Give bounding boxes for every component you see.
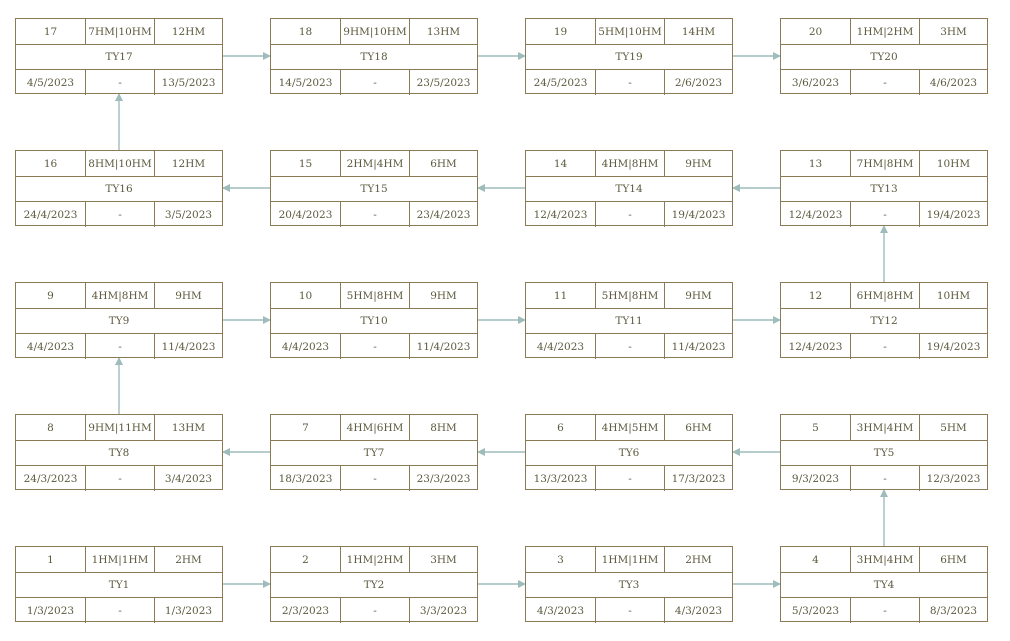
task-slack: - [85, 598, 155, 623]
task-start-date: 12/4/2023 [788, 340, 843, 353]
task-duration: 12HM [171, 157, 206, 170]
task-slack: - [595, 334, 665, 359]
task-number: 13 [808, 157, 823, 170]
task-end-date: 2/6/2023 [674, 76, 723, 89]
task-duration: 3HM [940, 25, 967, 38]
task-end-date: 11/4/2023 [416, 340, 471, 353]
task-end-date: 11/4/2023 [161, 340, 216, 353]
task-start-date: 5/3/2023 [791, 604, 840, 617]
task-slack: - [595, 70, 665, 95]
task-name: TY3 [618, 579, 640, 591]
task-node[interactable] [15, 18, 223, 94]
task-name: TY6 [618, 447, 640, 459]
task-end-date: 13/5/2023 [161, 76, 216, 89]
task-duration: 13HM [171, 421, 206, 434]
task-node[interactable] [780, 18, 988, 94]
task-number: 12 [808, 289, 823, 302]
task-duration: 14HM [681, 25, 716, 38]
task-start-date: 4/5/2023 [26, 76, 75, 89]
task-end-date: 12/3/2023 [926, 472, 981, 485]
task-start-date: 24/3/2023 [23, 472, 78, 485]
task-slack: - [850, 202, 920, 227]
task-name: TY5 [873, 447, 895, 459]
task-name: TY16 [105, 183, 133, 195]
task-number: 3 [557, 553, 564, 566]
task-end-date: 11/4/2023 [671, 340, 726, 353]
task-duration: 2HM [685, 553, 712, 566]
task-end-date: 1/3/2023 [164, 604, 213, 617]
task-end-date: 19/4/2023 [671, 208, 726, 221]
task-duration: 9HM [175, 289, 202, 302]
task-name: TY18 [360, 51, 388, 63]
task-duration: 8HM [430, 421, 457, 434]
task-slack: - [850, 70, 920, 95]
task-name: TY7 [363, 447, 385, 459]
task-name: TY17 [105, 51, 133, 63]
task-node[interactable] [270, 282, 478, 358]
task-node[interactable] [15, 414, 223, 490]
task-slack: - [595, 598, 665, 623]
task-duration: 6HM [430, 157, 457, 170]
task-end-date: 8/3/2023 [929, 604, 978, 617]
task-duration: 13HM [426, 25, 461, 38]
task-range: 4HM|5HM [595, 415, 665, 440]
task-range: 5HM|8HM [340, 283, 410, 308]
task-slack: - [340, 598, 410, 623]
task-range: 1HM|1HM [85, 547, 155, 572]
task-range: 7HM|8HM [850, 151, 920, 176]
task-name: TY14 [615, 183, 643, 195]
task-node[interactable] [525, 546, 733, 622]
task-start-date: 4/4/2023 [281, 340, 330, 353]
task-name: TY1 [108, 579, 130, 591]
task-number: 18 [298, 25, 313, 38]
task-duration: 9HM [685, 157, 712, 170]
task-node[interactable] [15, 150, 223, 226]
task-end-date: 23/5/2023 [416, 76, 471, 89]
task-name: TY10 [360, 315, 388, 327]
task-duration: 3HM [430, 553, 457, 566]
task-number: 20 [808, 25, 823, 38]
task-end-date: 3/4/2023 [164, 472, 213, 485]
task-slack: - [85, 70, 155, 95]
task-node[interactable] [270, 414, 478, 490]
task-start-date: 14/5/2023 [278, 76, 333, 89]
task-duration: 9HM [685, 289, 712, 302]
task-node[interactable] [780, 150, 988, 226]
task-slack: - [85, 202, 155, 227]
task-number: 6 [557, 421, 564, 434]
task-node[interactable] [525, 282, 733, 358]
task-name: TY15 [360, 183, 388, 195]
task-number: 5 [812, 421, 819, 434]
task-slack: - [340, 334, 410, 359]
task-start-date: 18/3/2023 [278, 472, 333, 485]
task-number: 16 [43, 157, 58, 170]
task-start-date: 4/4/2023 [536, 340, 585, 353]
task-range: 1HM|2HM [340, 547, 410, 572]
task-end-date: 3/5/2023 [164, 208, 213, 221]
task-start-date: 4/4/2023 [26, 340, 75, 353]
task-number: 19 [553, 25, 568, 38]
task-range: 3HM|4HM [850, 547, 920, 572]
task-range: 5HM|8HM [595, 283, 665, 308]
task-duration: 9HM [430, 289, 457, 302]
task-number: 7 [302, 421, 309, 434]
task-name: TY9 [108, 315, 130, 327]
task-number: 1 [47, 553, 54, 566]
task-range: 3HM|4HM [850, 415, 920, 440]
task-number: 2 [302, 553, 309, 566]
task-range: 1HM|2HM [850, 19, 920, 44]
task-name: TY19 [615, 51, 643, 63]
task-end-date: 19/4/2023 [926, 208, 981, 221]
task-start-date: 20/4/2023 [278, 208, 333, 221]
task-end-date: 4/6/2023 [929, 76, 978, 89]
task-start-date: 12/4/2023 [533, 208, 588, 221]
task-name: TY8 [108, 447, 130, 459]
task-range: 9HM|11HM [85, 415, 155, 440]
task-number: 17 [43, 25, 58, 38]
task-duration: 12HM [171, 25, 206, 38]
task-range: 6HM|8HM [850, 283, 920, 308]
task-start-date: 12/4/2023 [788, 208, 843, 221]
task-end-date: 3/3/2023 [419, 604, 468, 617]
task-node[interactable] [15, 546, 223, 622]
task-slack: - [850, 598, 920, 623]
task-name: TY13 [870, 183, 898, 195]
task-duration: 2HM [175, 553, 202, 566]
task-start-date: 24/5/2023 [533, 76, 588, 89]
task-name: TY12 [870, 315, 898, 327]
task-duration: 6HM [940, 553, 967, 566]
task-end-date: 17/3/2023 [671, 472, 726, 485]
task-start-date: 2/3/2023 [281, 604, 330, 617]
task-node[interactable] [525, 150, 733, 226]
task-node[interactable] [780, 282, 988, 358]
task-slack: - [340, 466, 410, 491]
task-name: TY4 [873, 579, 895, 591]
task-number: 11 [553, 289, 568, 302]
task-slack: - [85, 334, 155, 359]
task-duration: 6HM [685, 421, 712, 434]
task-range: 1HM|1HM [595, 547, 665, 572]
task-name: TY2 [363, 579, 385, 591]
task-start-date: 9/3/2023 [791, 472, 840, 485]
task-node[interactable] [270, 18, 478, 94]
task-start-date: 1/3/2023 [26, 604, 75, 617]
task-node[interactable] [270, 546, 478, 622]
task-range: 8HM|10HM [85, 151, 155, 176]
task-end-date: 4/3/2023 [674, 604, 723, 617]
task-end-date: 19/4/2023 [926, 340, 981, 353]
task-end-date: 23/3/2023 [416, 472, 471, 485]
task-number: 8 [47, 421, 54, 434]
task-range: 4HM|8HM [85, 283, 155, 308]
task-node[interactable] [780, 414, 988, 490]
task-range: 9HM|10HM [340, 19, 410, 44]
task-node[interactable] [525, 414, 733, 490]
task-range: 7HM|10HM [85, 19, 155, 44]
task-end-date: 23/4/2023 [416, 208, 471, 221]
task-node[interactable] [525, 18, 733, 94]
task-slack: - [85, 466, 155, 491]
task-range: 5HM|10HM [595, 19, 665, 44]
task-range: 2HM|4HM [340, 151, 410, 176]
task-node[interactable] [270, 150, 478, 226]
task-duration: 10HM [936, 157, 971, 170]
task-slack: - [850, 466, 920, 491]
task-start-date: 4/3/2023 [536, 604, 585, 617]
task-name: TY11 [615, 315, 643, 327]
task-number: 9 [47, 289, 54, 302]
task-start-date: 3/6/2023 [791, 76, 840, 89]
task-slack: - [595, 202, 665, 227]
task-number: 15 [298, 157, 313, 170]
task-number: 4 [812, 553, 819, 566]
task-start-date: 24/4/2023 [23, 208, 78, 221]
task-node[interactable] [15, 282, 223, 358]
task-start-date: 13/3/2023 [533, 472, 588, 485]
task-duration: 10HM [936, 289, 971, 302]
task-number: 14 [553, 157, 568, 170]
task-range: 4HM|6HM [340, 415, 410, 440]
task-slack: - [340, 202, 410, 227]
task-name: TY20 [870, 51, 898, 63]
task-range: 4HM|8HM [595, 151, 665, 176]
task-node[interactable] [780, 546, 988, 622]
task-slack: - [340, 70, 410, 95]
task-duration: 5HM [940, 421, 967, 434]
task-slack: - [595, 466, 665, 491]
task-number: 10 [298, 289, 313, 302]
task-slack: - [850, 334, 920, 359]
